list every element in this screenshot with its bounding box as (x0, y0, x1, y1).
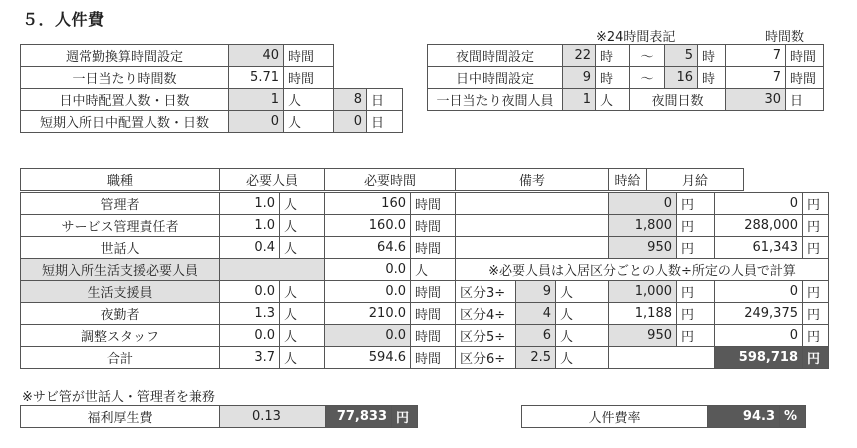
division-label: 区分3÷ (456, 281, 516, 303)
people-value: 0.0 (220, 281, 280, 303)
right-settings-table (427, 44, 824, 111)
day-staff-value[interactable]: 1 (229, 89, 284, 111)
total-monthly-unit: 円 (803, 347, 829, 369)
day-end-unit: 時 (698, 67, 726, 89)
night-start[interactable]: 22 (563, 45, 596, 67)
col-remarks: 備考 (456, 169, 609, 191)
night-days-label: 夜間日数 (630, 89, 726, 111)
monthly-value: 0 (715, 193, 803, 215)
daily-unit: 時間 (284, 67, 334, 89)
monthly-unit: 円 (803, 303, 829, 325)
monthly-unit: 円 (803, 193, 829, 215)
hours-value: 0.0 (325, 281, 411, 303)
monthly-value: 61,343 (715, 237, 803, 259)
people-unit: 人 (280, 237, 325, 259)
division-unit: 人 (556, 325, 609, 347)
day-staff-unit: 人 (284, 89, 334, 111)
welfare-label: 福利厚生費 (21, 406, 220, 428)
monthly-value: 249,375 (715, 303, 803, 325)
division-unit: 人 (556, 303, 609, 325)
day-staff-label: 日中時配置人数・日数 (21, 89, 229, 111)
ratio-table (521, 405, 806, 428)
ratio-unit: % (780, 406, 806, 428)
hours-value: 160 (325, 193, 411, 215)
hours-unit: 時間 (411, 281, 456, 303)
welfare-amount: 77,833 (326, 406, 392, 428)
daily-row (21, 67, 403, 89)
short-support-value: 0.0 (325, 259, 411, 281)
weekly-row (21, 45, 403, 67)
daily-value: 5.71 (229, 67, 284, 89)
hourly-unit: 円 (677, 325, 715, 347)
short-days-value[interactable]: 0 (334, 111, 367, 133)
hours-value: 160.0 (325, 215, 411, 237)
monthly-value: 288,000 (715, 215, 803, 237)
table-row (21, 303, 829, 325)
hours-unit: 時間 (411, 193, 456, 215)
job-name: 生活支援員 (21, 281, 220, 303)
day-days-value[interactable]: 8 (334, 89, 367, 111)
daily-label: 一日当たり時間数 (21, 67, 229, 89)
short-row (21, 111, 403, 133)
monthly-value: 0 (715, 325, 803, 347)
people-value: 1.0 (220, 193, 280, 215)
total-row (21, 347, 829, 369)
division-value[interactable]: 4 (516, 303, 556, 325)
hourly-unit: 円 (677, 281, 715, 303)
night-end-unit: 時 (698, 45, 726, 67)
total-people-unit: 人 (280, 347, 325, 369)
monthly-unit: 円 (803, 281, 829, 303)
night-hours: 7 (726, 45, 786, 67)
remarks-cell (456, 215, 609, 237)
night-days-value[interactable]: 30 (726, 89, 786, 111)
people-value: 1.0 (220, 215, 280, 237)
division-unit: 人 (556, 347, 609, 369)
hourly-value: 1,188 (609, 303, 677, 325)
monthly-value: 0 (715, 281, 803, 303)
night-hours-unit: 時間 (786, 45, 824, 67)
job-name: 世話人 (21, 237, 220, 259)
night-staff-value[interactable]: 1 (563, 89, 596, 111)
total-monthly: 598,718 (715, 347, 803, 369)
col-monthly: 月給 (647, 169, 744, 191)
concurrent-note: ※サビ管が世話人・管理者を兼務 (22, 390, 215, 405)
division-unit: 人 (556, 281, 609, 303)
day-start-unit: 時 (596, 67, 630, 89)
people-unit: 人 (280, 193, 325, 215)
night-staff-unit: 人 (596, 89, 630, 111)
blank (609, 347, 715, 369)
main-body-table (20, 192, 829, 369)
job-name: 管理者 (21, 193, 220, 215)
people-unit: 人 (280, 325, 325, 347)
hourly-value[interactable]: 950 (609, 325, 677, 347)
division-value[interactable]: 9 (516, 281, 556, 303)
day-time-row (428, 67, 824, 89)
job-name: 夜勤者 (21, 303, 220, 325)
table-row (21, 215, 829, 237)
col-hourly: 時給 (609, 169, 647, 191)
hourly-unit: 円 (677, 215, 715, 237)
people-value: 0.4 (220, 237, 280, 259)
day-hours: 7 (726, 67, 786, 89)
short-unit: 人 (284, 111, 334, 133)
remarks-cell (456, 193, 609, 215)
night-staff-row (428, 89, 824, 111)
table-row (21, 237, 829, 259)
day-staff-row (21, 89, 403, 111)
total-people: 3.7 (220, 347, 280, 369)
short-support-row (21, 259, 829, 281)
day-label: 日中時間設定 (428, 67, 563, 89)
night-label: 夜間時間設定 (428, 45, 563, 67)
total-hours: 594.6 (325, 347, 411, 369)
hours-unit: 時間 (411, 215, 456, 237)
short-label: 短期入所日中配置人数・日数 (21, 111, 229, 133)
short-value[interactable]: 0 (229, 111, 284, 133)
col-hours: 必要時間 (325, 169, 456, 191)
people-value: 1.3 (220, 303, 280, 325)
short-days-unit: 日 (367, 111, 403, 133)
blank (334, 67, 403, 89)
header-row (21, 169, 744, 191)
short-support-label: 短期入所生活支援必要人員 (21, 259, 220, 281)
job-name: サービス管理責任者 (21, 215, 220, 237)
hours-unit: 時間 (411, 303, 456, 325)
monthly-unit: 円 (803, 237, 829, 259)
remarks-cell (456, 237, 609, 259)
day-end[interactable]: 16 (665, 67, 698, 89)
weekly-label: 週常勤換算時間設定 (21, 45, 229, 67)
division-label: 区分5÷ (456, 325, 516, 347)
time24-note: ※24時間表記 (596, 30, 676, 45)
division-value[interactable]: 6 (516, 325, 556, 347)
hourly-value[interactable]: 1,000 (609, 281, 677, 303)
table-row (21, 281, 829, 303)
division-label: 区分4÷ (456, 303, 516, 325)
ratio-value: 94.3 (708, 406, 780, 428)
hourly-unit: 円 (677, 237, 715, 259)
short-support-unit: 人 (411, 259, 456, 281)
hours-unit: 時間 (411, 237, 456, 259)
col-people: 必要人員 (220, 169, 325, 191)
night-days-unit: 日 (786, 89, 824, 111)
hourly-unit: 円 (677, 303, 715, 325)
hours-unit: 時間 (411, 325, 456, 347)
hourly-value[interactable]: 1,800 (609, 215, 677, 237)
hourly-unit: 円 (677, 193, 715, 215)
ratio-label: 人件費率 (522, 406, 708, 428)
people-unit: 人 (280, 215, 325, 237)
day-start[interactable]: 9 (563, 67, 596, 89)
monthly-unit: 円 (803, 215, 829, 237)
left-settings-table (20, 44, 403, 133)
job-name: 調整スタッフ (21, 325, 220, 347)
hours-value: 64.6 (325, 237, 411, 259)
page-title: ５．人件費 (22, 10, 105, 29)
main-table (20, 168, 744, 191)
night-end[interactable]: 5 (665, 45, 698, 67)
night-tilde: ～ (630, 45, 665, 67)
short-support-blank (220, 259, 325, 281)
table-row (21, 193, 829, 215)
hours-value: 210.0 (325, 303, 411, 325)
night-start-unit: 時 (596, 45, 630, 67)
welfare-rate[interactable]: 0.13 (220, 406, 326, 428)
hourly-value[interactable]: 0 (609, 193, 677, 215)
night-staff-label: 一日当たり夜間人員 (428, 89, 563, 111)
col-job: 職種 (21, 169, 220, 191)
weekly-value[interactable]: 40 (229, 45, 284, 67)
day-hours-unit: 時間 (786, 67, 824, 89)
division-label: 区分6÷ (456, 347, 516, 369)
total-label: 合計 (21, 347, 220, 369)
division-value[interactable]: 2.5 (516, 347, 556, 369)
day-tilde: ～ (630, 67, 665, 89)
day-days-unit: 日 (367, 89, 403, 111)
welfare-unit: 円 (392, 406, 418, 428)
welfare-table (20, 405, 418, 428)
people-value: 0.0 (220, 325, 280, 347)
hourly-value[interactable]: 950 (609, 237, 677, 259)
table-row (21, 325, 829, 347)
blank (334, 45, 403, 67)
hours-value[interactable]: 0.0 (325, 325, 411, 347)
people-unit: 人 (280, 303, 325, 325)
weekly-unit: 時間 (284, 45, 334, 67)
calc-note: ※必要人員は入居区分ごとの人数÷所定の人員で計算 (456, 259, 829, 281)
monthly-unit: 円 (803, 325, 829, 347)
hours-header: 時間数 (765, 30, 805, 45)
total-hours-unit: 時間 (411, 347, 456, 369)
night-time-row (428, 45, 824, 67)
people-unit: 人 (280, 281, 325, 303)
